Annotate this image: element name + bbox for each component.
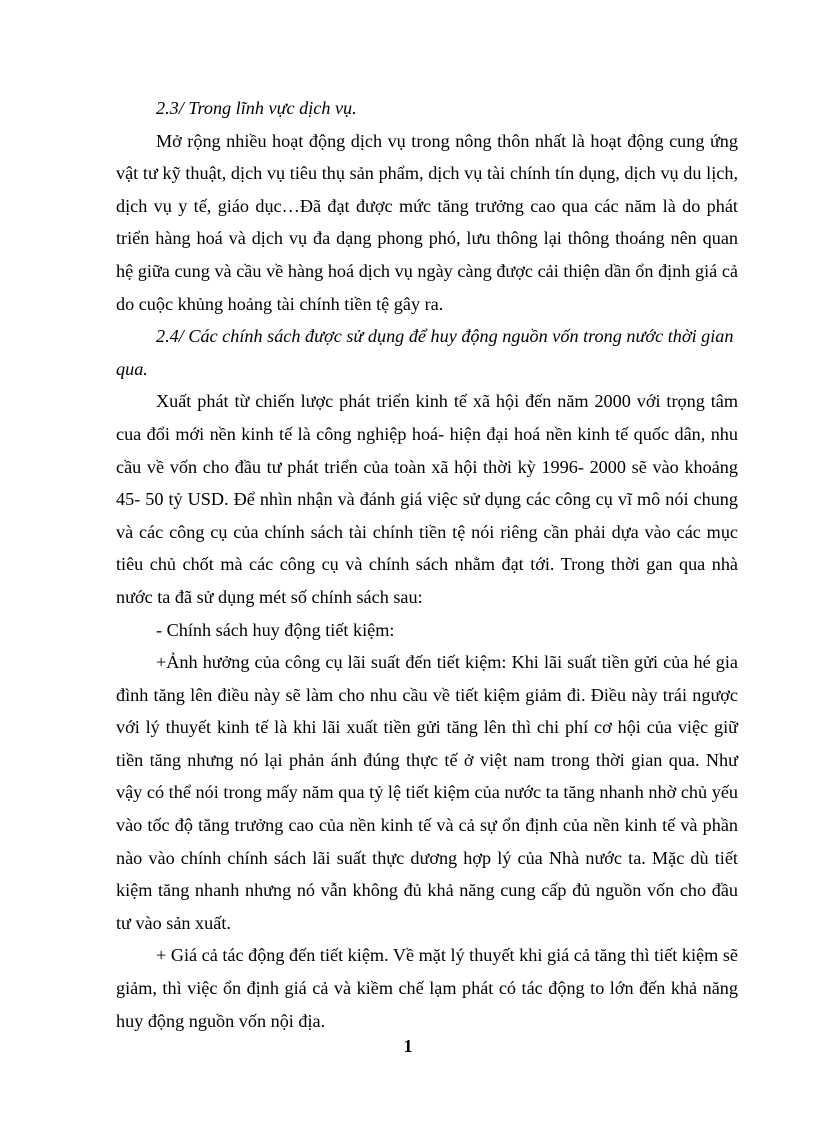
paragraph-strategy: Xuất phát từ chiến lược phát triển kinh tế xã hội đến năm 2000 với trọng tâm cua đổi mới nền kinh tế là công nghiệp hoá- hiện đại hoá nền kinh tế quốc dân, nhu cầu về vốn cho đầu tư phát triển của toàn xã hội thời kỳ 1996- 2000 sẽ vào khoảng 45- 50 tỷ USD. Để nhìn nhận và đánh giá việc sử dụng các công cụ vĩ mô nói chung và các công cụ của chính sách tài chính tiền tệ nói riêng cần phải dựa vào các mục tiêu chủ chốt mà các công cụ và chính sách nhằm đạt tới. Trong thời gan qua nhà nước ta đã sử dụng mét số chính sách sau:	[116, 391, 738, 607]
list-item-savings-policy: - Chính sách huy động tiết kiệm:	[156, 619, 395, 640]
paragraph-interest-rate: +Ảnh hưởng của công cụ lãi suất đến tiết kiệm: Khi lãi suất tiền gửi của hé gia đình tăng lên điều này sẽ làm cho nhu cầu về tiết kiệm giảm đi. Điều này trái ngược với lý thuyết kinh tế là khi lãi xuất tiền gửi tăng lên thì chi phí cơ hội của việc giữ tiền tăng nhưng nó lại phản ánh đúng thực tế ở việt nam trong thời gian qua. Như vậy có thể nói trong mấy năm qua tỷ lệ tiết kiệm của nước ta tăng nhanh nhờ chủ yếu vào tốc độ tăng trưởng cao của nền kinh tế và cả sự ổn định của nền kinh tế và phần nào vào chính chính sách lãi suất thực dương hợp lý của Nhà nước ta. Mặc dù tiết kiệm tăng nhanh nhưng nó vẫn không đủ khả năng cung cấp đủ nguồn vốn cho đầu tư vào sản xuất.	[116, 652, 738, 933]
page-number: 1	[403, 1036, 413, 1056]
heading-services: 2.3/ Trong lĩnh vực dịch vụ.	[156, 98, 357, 118]
paragraph-price: + Giá cả tác động đến tiết kiệm. Về mặt lý thuyết khi giá cả tăng thì tiết kiệm sẽ giảm, thì việc ổn định giá cả và kiềm chế lạm phát có tác động to lớn đến khả năng huy động nguồn vốn nội địa.	[116, 945, 738, 1031]
heading-policies: 2.4/ Các chính sách được sử dụng để huy động nguồn vốn trong nước thời gian qua.	[116, 326, 734, 379]
document-page	[116, 92, 738, 1037]
paragraph-services: Mở rộng nhiều hoạt động dịch vụ trong nông thôn nhất là hoạt động cung ứng vật tư kỹ thuật, dịch vụ tiêu thụ sản phẩm, dịch vụ tài chính tín dụng, dịch vụ du lịch, dịch vụ y tế, giáo dục…Đã đạt được mức tăng trưởng cao qua các năm là do phát triển hàng hoá và dịch vụ đa dạng phong phó, lưu thông lại thông thoáng nên quan hệ giữa cung và cầu về hàng hoá dịch vụ ngày càng được cải thiện dần ổn định giá cả do cuộc khủng hoảng tài chính tiền tệ gây ra.	[116, 130, 738, 314]
